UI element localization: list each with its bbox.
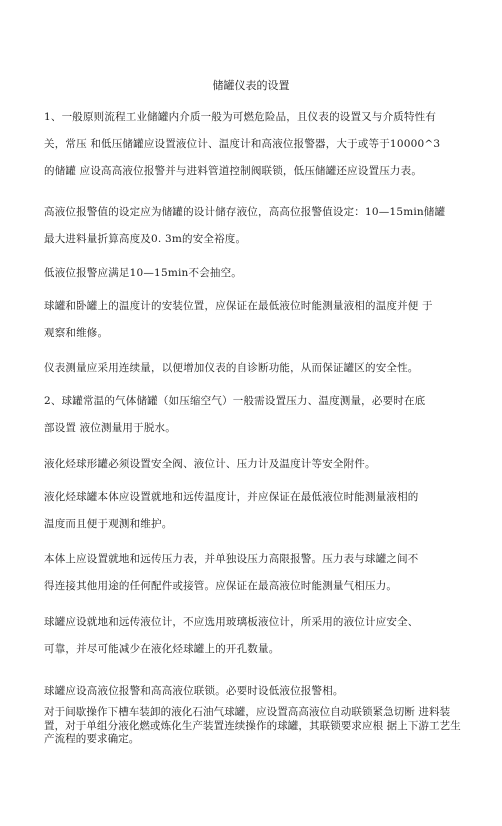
text-line: 低液位报警应满足10—15min不会抽空。 [44, 267, 242, 279]
text-line: 液化烃球形罐必须设置安全阀、液位计、压力计及温度计等安全附件。 [44, 458, 376, 470]
text-line: 2、球罐常温的气体储罐（如压缩空气）一般需设置压力、温度测量，必要时在底 [44, 395, 426, 407]
text-line: 的储罐 应设高高液位报警并与进料管道控制阀联锁，低压储罐还应设置压力表。 [44, 165, 423, 177]
text-line: 仪表测量应采用连续量，以便增加仪表的自诊断功能，从而保证罐区的安全性。 [44, 362, 419, 374]
paragraph-1 [44, 110, 464, 178]
paragraph-3 [44, 266, 464, 280]
text-line: 球罐和卧罐上的温度计的安装位置，应保证在最低液位时能测量液相的温度并便 于 [44, 300, 433, 312]
text-line: 关，常压 和低压储罐应设置液位计、温度计和高液位报警器，大于或等于10000^3 [44, 138, 441, 150]
paragraph-11 [44, 684, 464, 698]
text-line: 温度而且便于观测和维护。 [44, 518, 173, 530]
paragraph-9 [44, 552, 464, 593]
text-line: 本体上应设置就地和远传压力表，并单独设压力高限报警。压力表与球罐之间不 [44, 553, 419, 565]
paragraph-6 [44, 394, 464, 435]
paragraph-8 [44, 490, 464, 531]
paragraph-5 [44, 361, 464, 375]
paragraph-7 [44, 457, 464, 471]
text-line: 可靠，并尽可能减少在液化烃球罐上的开孔数量。 [44, 643, 280, 655]
text-line: 球罐应设高液位报警和高高液位联锁。必要时设低液位报警相。 [44, 685, 344, 697]
text-line: 球罐应设就地和远传液位计，不应选用玻璃板液位计，所采用的液位计应安全、 [44, 616, 419, 628]
text-line: 部设置 液位测量用于脱水。 [44, 422, 176, 434]
text-line: 1、一般原则流程工业储罐内介质一般为可燃危险品，且仪表的设置又与介质特性有 [44, 111, 437, 123]
document-title: 储罐仪表的设置 [212, 79, 290, 92]
text-line: 得连接其他用途的任何配件或接管。应保证在最高液位时能测量气相压力。 [44, 580, 398, 592]
text-line: 最大进料量折算高度及0. 3m的安全裕度。 [44, 233, 247, 245]
paragraph-2 [44, 205, 464, 246]
paragraph-12 [44, 706, 462, 747]
text-line: 液化烃球罐本体应设置就地和远传温度计，并应保证在最低液位时能测量液相的 [44, 491, 419, 503]
paragraph-4 [44, 299, 464, 340]
text-line: 观察和维修。 [44, 327, 109, 339]
paragraph-10 [44, 615, 464, 656]
text-line: 高液位报警值的设定应为储罐的设计储存液位，高高位报警值设定：10—15min储罐 [44, 206, 446, 218]
text-line: 对于间歇操作下槽车装卸的液化石油气球罐，应设置高高液位自动联锁紧急切断 进料装置，对于单组分液化燃或炼化生产装置连续操作的球罐，其联锁要求应根 据上下游工艺生产流程的要求确定。 [44, 706, 461, 745]
